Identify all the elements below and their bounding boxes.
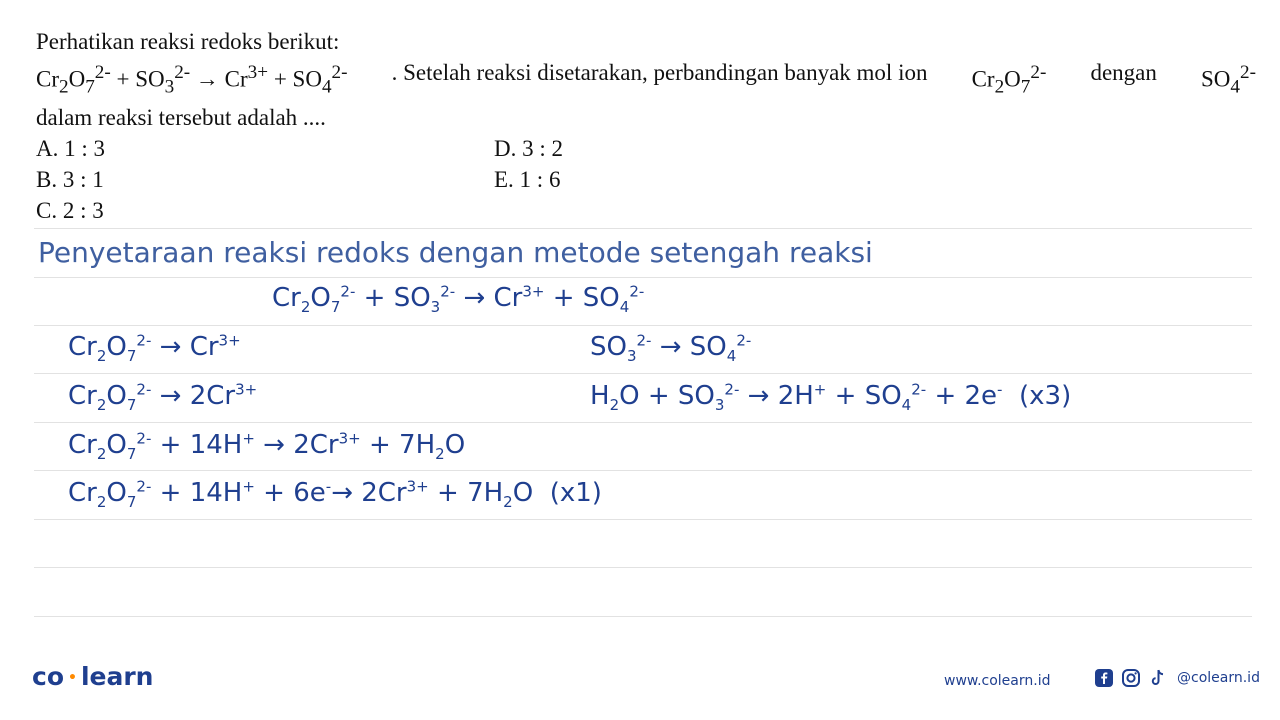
- solution-overall-equation: $Cr_2O_7^{2-} + SO_3^{2-} \to Cr^{3+} + SO_4^{2-}$: [272, 282, 645, 317]
- rule-line: [34, 277, 1252, 278]
- option-d[interactable]: D. 3 : 2: [494, 136, 563, 162]
- multiplier-x3: (x3): [1019, 381, 1072, 411]
- rule-line: [34, 228, 1252, 229]
- question-dengan: dengan: [1090, 60, 1157, 85]
- tiktok-icon[interactable]: [1148, 668, 1168, 688]
- rule-line: [34, 325, 1252, 326]
- option-b[interactable]: B. 3 : 1: [36, 167, 104, 193]
- question-line3: dalam reaksi tersebut adalah ....: [36, 105, 326, 131]
- option-a[interactable]: A. 1 : 3: [36, 136, 105, 162]
- question-ion-1: $Cr_2O_7^{2-}$: [971, 62, 1047, 98]
- instagram-icon[interactable]: [1121, 668, 1141, 688]
- solution-reduction-step-4: $Cr_2O_7^{2-} + 14H^+ + 6e^-\to 2Cr^{3+} + 7H_2O$ (x1): [68, 477, 602, 512]
- rule-line: [34, 373, 1252, 374]
- question-equation: $Cr_2O_7^{2-} + SO_3^{2-} \to Cr^{3+} + SO_4^{2-}$: [36, 62, 348, 98]
- question-ion-2: $SO_4^{2-}$: [1201, 62, 1256, 98]
- solution-reduction-step-2: $Cr_2O_7^{2-} \to 2Cr^{3+}$: [68, 380, 258, 415]
- question-equation-line: [36, 57, 1256, 102]
- rule-line: [34, 616, 1252, 617]
- rule-line: [34, 567, 1252, 568]
- question-intro: Perhatikan reaksi redoks berikut:: [36, 29, 340, 54]
- social-bar: [1094, 668, 1260, 688]
- brand-dot-icon: •: [68, 670, 77, 686]
- question-block: [36, 26, 1256, 226]
- solution-reduction-step-1: $Cr_2O_7^{2-} \to Cr^{3+}$: [68, 331, 241, 366]
- solution-oxidation-step-1: $SO_3^{2-} \to SO_4^{2-}$: [590, 331, 752, 366]
- rule-line: [34, 519, 1252, 520]
- multiplier-x1: (x1): [549, 478, 602, 508]
- option-e[interactable]: E. 1 : 6: [494, 167, 561, 193]
- solution-reduction-step-3: $Cr_2O_7^{2-} + 14H^+ \to 2Cr^{3+} + 7H_2O$: [68, 429, 466, 464]
- answer-options: [36, 133, 1256, 226]
- solution-title: Penyetaraan reaksi redoks dengan metode setengah reaksi: [38, 236, 873, 269]
- question-sentence: . Setelah reaksi disetarakan, perbandingan banyak mol ion: [391, 60, 928, 85]
- option-c[interactable]: C. 2 : 3: [36, 198, 104, 224]
- solution-oxidation-step-2: $H_2O + SO_3^{2-} \to 2H^+ + SO_4^{2-} + 2e^-$ (x3): [590, 380, 1072, 415]
- brand-logo: co • learn: [32, 662, 154, 691]
- facebook-icon[interactable]: [1094, 668, 1114, 688]
- website-link[interactable]: www.colearn.id: [944, 673, 1051, 689]
- rule-line: [34, 422, 1252, 423]
- rule-line: [34, 470, 1252, 471]
- social-handle[interactable]: @colearn.id: [1177, 670, 1260, 686]
